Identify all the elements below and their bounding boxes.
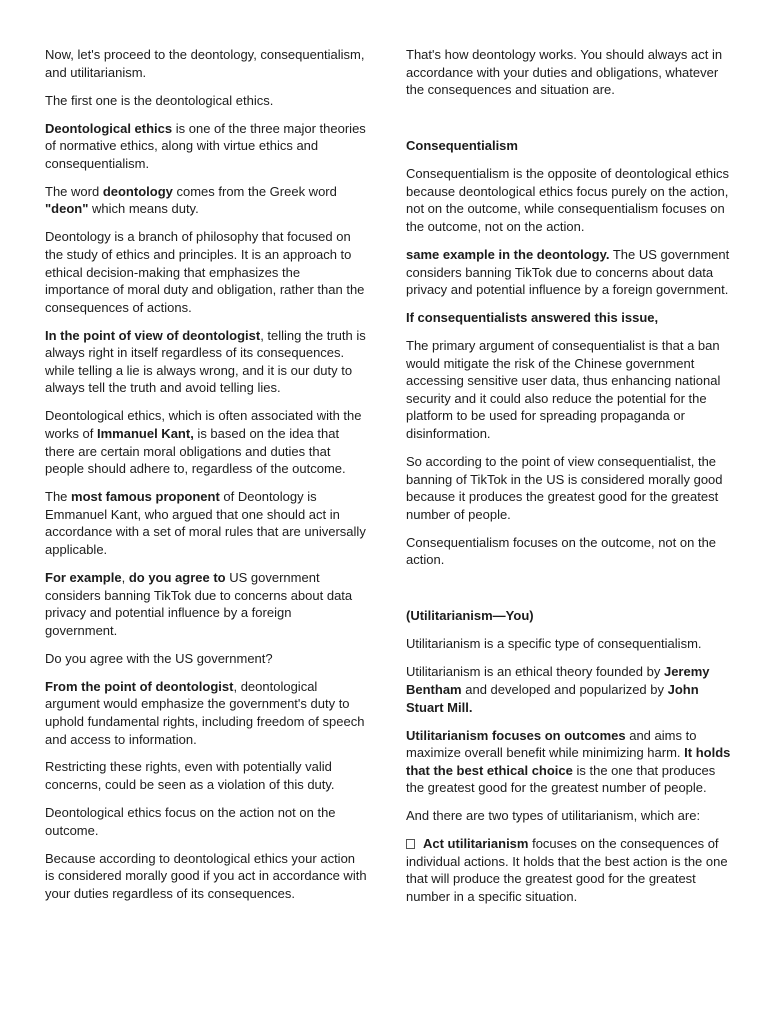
paragraph: same example in the deontology. The US government considers banning TikTok due to concerns about data privacy and potential influence by a foreign government.	[406, 246, 730, 298]
list-item: Act utilitarianism focuses on the consequences of individual actions. It holds that the best action is the one that will produce the greatest good for the greatest number in a specific situation.	[406, 836, 728, 905]
paragraph: The primary argument of consequentialist is that a ban would mitigate the risk of the Chinese government accessing sensitive user data, thus enhancing national security and it could also reduce the potential for the platform to be used for spreading propaganda or disinformation.	[406, 338, 721, 442]
paragraph: Deontology is a branch of philosophy that focused on the study of ethics and principles. It is an approach to ethical decision-making that emphasizes the importance of moral duty and obligation, rather than the consequences of actions.	[45, 229, 365, 315]
paragraph: Deontological ethics is one of the three major theories of normative ethics, along with virtue ethics and consequentialism.	[45, 120, 366, 171]
spacer	[406, 579, 736, 607]
paragraph: In the point of view of deontologist, telling the truth is always right in itself regardless of its consequences. while telling a lie is always wrong, and it is our duty to always tell the truth and avoid telling lies.	[45, 327, 366, 396]
paragraph: Utilitarianism is an ethical theory founded by Jeremy Bentham and developed and popularized by John Stuart Mill.	[406, 664, 710, 715]
section-heading: (Utilitarianism—You)	[406, 608, 534, 624]
paragraph: The most famous proponent of Deontology is Emmanuel Kant, who argued that one should act in accordance with a set of moral rules that are universally applicable.	[45, 489, 366, 557]
paragraph: And there are two types of utilitarianism, which are:	[406, 808, 701, 824]
paragraph: Because according to deontological ethics your action is considered morally good if you act in accordance with your duties regardless of its consequences.	[45, 850, 367, 901]
paragraph: So according to the point of view consequentialist, the banning of TikTok in the US is considered morally good because it produces the greatest good for the greatest number of people.	[406, 454, 723, 522]
paragraph: Consequentialism focuses on the outcome, not on the action.	[406, 534, 717, 568]
paragraph: Utilitarianism is a specific type of consequentialism.	[406, 636, 702, 652]
paragraph: Consequentialism is the opposite of deontological ethics because deontological ethics focus purely on the action, not on the outcome, while consequentialism focuses on the outcome, not on the action.	[406, 166, 730, 234]
paragraph: Utilitarianism focuses on outcomes and aims to maximize overall benefit while minimizing harm. It holds that the best ethical choice is the one that produces the greatest good for the greatest number of people.	[406, 727, 731, 796]
spacer	[406, 109, 736, 137]
paragraph: The word deontology comes from the Greek word "deon" which means duty.	[45, 183, 337, 217]
paragraph: Do you agree with the US government?	[45, 650, 273, 666]
paragraph: The first one is the deontological ethics.	[45, 92, 274, 108]
paragraph: Now, let's proceed to the deontology, consequentialism, and utilitarianism.	[45, 47, 365, 80]
checkbox-bullet-icon	[406, 839, 415, 849]
paragraph: Restricting these rights, even with potentially valid concerns, could be seen as a violation of this duty.	[45, 759, 335, 793]
paragraph: For example, do you agree to US government considers banning TikTok due to concerns about data privacy and potential influence by a foreign government.	[45, 569, 353, 638]
left-column	[45, 46, 367, 913]
right-column	[406, 46, 736, 916]
section-heading: Consequentialism	[406, 138, 518, 154]
paragraph: From the point of deontologist, deontological argument would emphasize the government's duty to uphold fundamental rights, including freedom of speech and access to information.	[45, 678, 365, 747]
paragraph: If consequentialists answered this issue,	[406, 310, 659, 326]
paragraph: Deontological ethics focus on the action not on the outcome.	[45, 805, 336, 838]
paragraph: Deontological ethics, which is often associated with the works of Immanuel Kant, is based on the idea that there are certain moral obligations and duties that people should adhere to, regardless of the outcome.	[45, 408, 362, 477]
paragraph: That's how deontology works. You should always act in accordance with your duties and obligations, whatever the consequences and situation are.	[406, 47, 723, 98]
